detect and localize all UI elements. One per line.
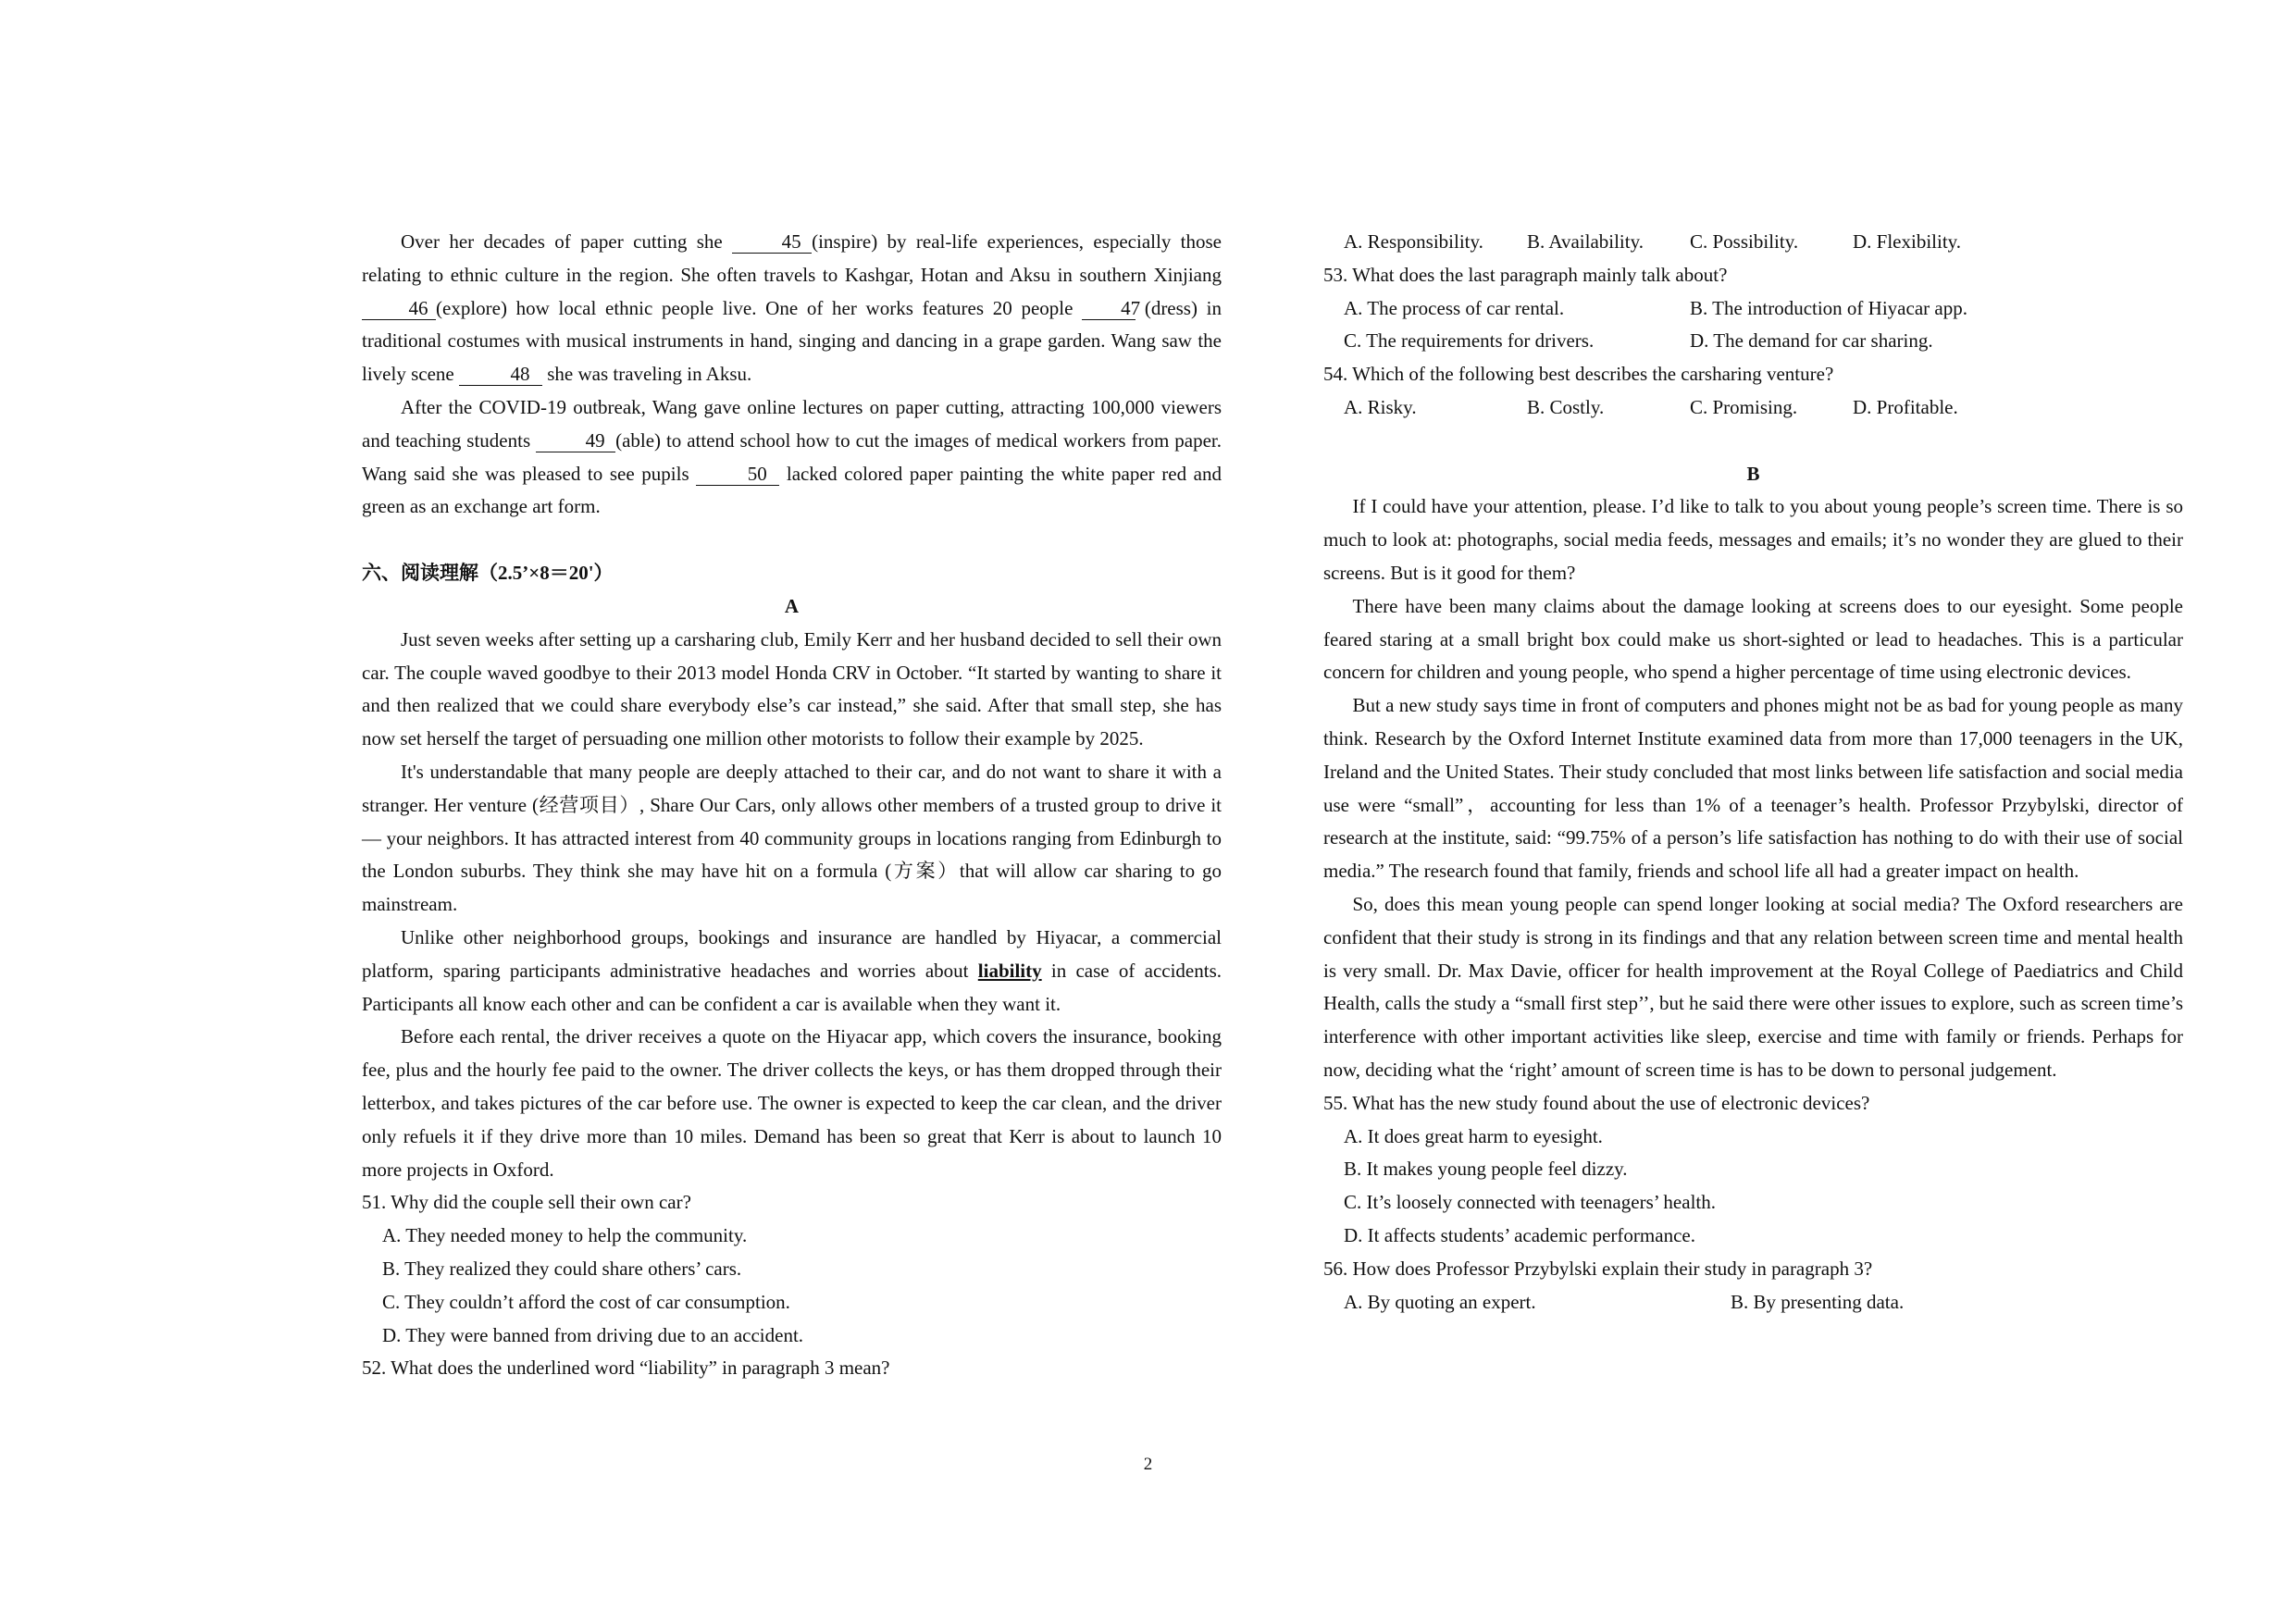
blank-48[interactable]: 48 [459,364,542,386]
blank-49[interactable]: 49 [536,430,615,452]
text-span: Unlike other neighborhood groups, bookings and insurance are handled by Hiyacar, a commercial platform, sparing participants administrative headaches and worries about [362,925,1222,982]
blank-50[interactable]: 50 [696,464,779,486]
blank-47[interactable]: 47 [1082,298,1136,320]
text-span: After the COVID-19 outbreak, Wang gave online lectures on paper cutting, attracting 100,000 viewers and teaching students [362,395,1222,452]
question-53-option-b[interactable]: B. The introduction of Hiyacar app. [1690,296,1967,319]
right-column [1323,226,2183,1319]
question-54-options [1323,391,2183,425]
text-span: in case of accidents. Participants all know each other and can be confident a car is available when they want it. [362,959,1222,1015]
text-span: (inspire) by real-life experiences, especially those relating to ethnic culture in the region. She often travels to Kashgar, Hotan and Aksu in southern Xinjiang [362,230,1222,286]
question-56-options [1323,1286,2183,1319]
question-53-options-row-1 [1323,292,2183,326]
passage-b-heading: B [1746,462,1760,485]
passage-b-paragraph-1: If I could have your attention, please. I’d like to talk to you about young people’s screen time. There is so much to look at: photographs, social media feeds, messages and emails; it’s no wonder they are glued to their screens. But is it good for them? [1323,495,2183,584]
question-55-option-c[interactable]: C. It’s loosely connected with teenagers’ health. [1344,1191,1716,1214]
text-span: lacked colored paper painting the white paper red and green as an exchange art form. [362,462,1222,518]
question-53-options-row-2 [1323,325,2183,358]
passage-b-paragraph-2: There have been many claims about the damage looking at screens does to our eyesight. Some people feared staring at a small bright box could make us short-sighted or lead to headaches. This is a particular concern for children and young people, who spend a higher percentage of time using electronic devices. [1323,594,2183,684]
page-number: 2 [1143,1455,1153,1474]
passage-a-paragraph-4: Before each rental, the driver receives a quote on the Hiyacar app, which covers the insurance, booking fee, plus and the hourly fee paid to the owner. The driver collects the keys, or has them dropped through their letterbox, and takes pictures of the car before use. The owner is expected to keep the car clean, and the driver only refuels it if they drive more than 10 miles. Demand has been so great that Kerr is about to launch 10 more projects in Oxford. [362,1025,1222,1181]
question-52-stem: 52. What does the underlined word “liability” in paragraph 3 mean? [362,1357,890,1380]
text-span: (dress) in traditional costumes with musical instruments in hand, singing and dancing in a grape garden. Wang saw the lively scene [362,296,1222,386]
question-56-option-a[interactable]: A. By quoting an expert. [1344,1290,1536,1313]
passage-a-paragraph-2: It's understandable that many people are deeply attached to their car, and do not want to share it with a stranger. Her venture (经营项目）, Share Our Cars, only allows other members of a trusted group to drive it — your neighbors. It has attracted interest from 40 community groups in locations ranging from Edinburgh to the London suburbs. They think she may have hit on a formula (方案）that will allow car sharing to go mainstream. [362,760,1222,916]
question-54-option-d[interactable]: D. Profitable. [1853,395,1958,418]
text-span: (explore) how local ethnic people live. One of her works features 20 people [436,296,1083,319]
question-53-option-d[interactable]: D. The demand for car sharing. [1690,329,1933,353]
question-55-option-a[interactable]: A. It does great harm to eyesight. [1344,1124,1603,1147]
left-column [362,226,1222,1385]
question-55-stem: 55. What has the new study found about the use of electronic devices? [1323,1091,1870,1114]
passage-a-heading: A [784,594,800,617]
blank-45[interactable]: 45 [732,231,812,254]
question-52-option-a[interactable]: A. Responsibility. [1344,230,1483,253]
passage-a-paragraph-1: Just seven weeks after setting up a carsharing club, Emily Kerr and her husband decided to sell their own car. The couple waved goodbye to their 2013 model Honda CRV in October. “It started by wanting to share it and then realized that we could share everybody else’s car instead,” she said. After that small step, she has now set herself the target of persuading one million other motorists to follow their example by 2025. [362,627,1222,750]
underlined-word-liability: liability [977,959,1042,982]
question-51-option-a[interactable]: A. They needed money to help the community. [382,1224,748,1247]
text-span: (able) to attend school how to cut the images of medical workers from paper. Wang said she was pleased to see pupils [362,428,1222,485]
question-54-stem: 54. Which of the following best describes the carsharing venture? [1323,363,1834,386]
question-56-option-b[interactable]: B. By presenting data. [1731,1290,1905,1313]
text-span: Over her decades of paper cutting she [401,230,733,253]
question-53-option-a[interactable]: A. The process of car rental. [1344,296,1565,319]
cloze-paragraph-1 [362,226,1222,391]
question-55-option-d[interactable]: D. It affects students’ academic performance. [1344,1223,1695,1246]
question-52-option-b[interactable]: B. Availability. [1527,230,1644,253]
question-56-stem: 56. How does Professor Przybylski explain their study in paragraph 3? [1323,1257,1873,1280]
question-51-option-b[interactable]: B. They realized they could share others’ cars. [382,1257,742,1280]
question-52-option-c[interactable]: C. Possibility. [1690,230,1799,253]
question-54-option-b[interactable]: B. Costly. [1527,395,1605,418]
passage-b-paragraph-3: But a new study says time in front of computers and phones might not be as bad for young people as many think. Research by the Oxford Internet Institute examined data from more than 17,000 teenagers in the UK, Ireland and the United States. Their study concluded that most links between life satisfaction and social media use were “small”，accounting for less than 1% of a teenager’s health. Professor Przybylski, director of research at the institute, said: “99.75% of a person’s life satisfaction has nothing to do with their use of social media.” The research found that family, friends and school life all had a greater impact on health. [1323,694,2183,883]
question-52-options [1323,226,2183,259]
question-53-option-c[interactable]: C. The requirements for drivers. [1344,329,1595,353]
question-51-option-c[interactable]: C. They couldn’t afford the cost of car consumption. [382,1290,790,1313]
passage-b-paragraph-4: So, does this mean young people can spend longer looking at social media? The Oxford researchers are confident that their study is strong in its findings and that any relation between screen time and mental health is very small. Dr. Max Davie, officer for health improvement at the Royal College of Paediatrics and Child Health, calls the study a “small first step’’, but he said there were other issues to explore, such as screen time’s interference with other important activities like sleep, exercise and time with family or friends. Perhaps for now, deciding what the ‘right’ amount of screen time is has to be down to personal judgement. [1323,892,2183,1081]
blank-46[interactable]: 46 [362,298,436,320]
text-span: she was traveling in Aksu. [541,363,752,386]
question-52-option-d[interactable]: D. Flexibility. [1853,230,1962,253]
question-51-stem: 51. Why did the couple sell their own car? [362,1191,691,1214]
cloze-paragraph-2 [362,391,1222,524]
question-53-stem: 53. What does the last paragraph mainly talk about? [1323,263,1728,286]
question-55-option-b[interactable]: B. It makes young people feel dizzy. [1344,1158,1628,1181]
question-51-option-d[interactable]: D. They were banned from driving due to an accident. [382,1323,804,1346]
section-title: 六、阅读理解（2.5’×8＝20'） [362,562,614,585]
question-54-option-a[interactable]: A. Risky. [1344,395,1417,418]
passage-a-paragraph-3 [362,922,1222,1021]
question-54-option-c[interactable]: C. Promising. [1690,395,1798,418]
